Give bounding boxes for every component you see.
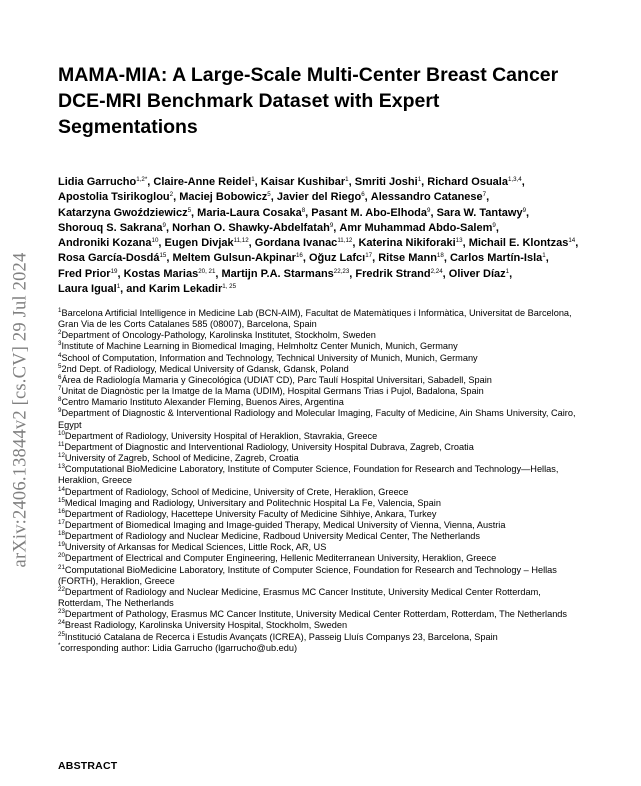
author: Katarzyna Gwoździewicz$^5$, [58, 206, 198, 219]
author-name: Claire-Anne Reidel [153, 176, 252, 188]
affiliation-number: 19 [58, 541, 65, 549]
author-affiliation-mark: 15 [159, 252, 167, 260]
author: Fred Prior$^{19}$, [58, 267, 124, 280]
affiliation [58, 442, 588, 453]
affiliation-list [58, 308, 588, 654]
author-name: Eugen Divjak [164, 237, 234, 250]
affiliation [58, 375, 588, 386]
affiliation-number: 7 [58, 385, 62, 393]
affiliation-text: Barcelona Artificial Intelligence in Medicine Lab (BCN-AIM), Facultat de Matemàtiques i Informàtica, Universitat de Barcelona, Gran Via de les Corts Catalanes 585 (08007), Barcelona, Spain [58, 308, 572, 330]
affiliation-number: 9 [58, 407, 62, 415]
author-affiliation-mark: 2 [169, 191, 174, 199]
author-affiliation-mark: 14 [568, 237, 576, 245]
author-name: Carlos Martín-Isla [449, 252, 543, 265]
author-affiliation-mark: 1,2* [136, 176, 148, 183]
author-affiliation-mark: 1,3,4 [507, 176, 522, 183]
affiliation-number: 17 [58, 518, 65, 526]
affiliation-text: Institute of Machine Learning in Biomedical Imaging, Helmholtz Center Munich, Munich, Germany [61, 341, 458, 352]
author-name: Ritse Mann [378, 252, 437, 265]
author-affiliation-mark: 1 [345, 176, 349, 183]
author: Oğuz Lafcı$^{17}$, [308, 252, 379, 265]
affiliation-text: Institució Catalana de Recerca i Estudis Avançats (ICREA), Passeig Lluís Companys 23, Barcelona, Spain [64, 631, 498, 642]
author-affiliation-mark: 18 [436, 252, 444, 260]
affiliation-text: Department of Diagnostic & Interventional Radiology and Molecular Imaging, Faculty of Medicine, Ain Shams University, Cairo, Egypt [58, 408, 576, 430]
affiliation-number: 25 [58, 630, 65, 638]
affiliation-number: 8 [58, 396, 62, 404]
author: Amr Muhammad Abdo-Salem$^9$, [339, 221, 499, 234]
affiliation-text: School of Computation, Information and Technology, Technical University of Munich, Munich, Germany [61, 352, 478, 363]
affiliation-number: 2 [58, 329, 62, 337]
author-name: Amr Muhammad Abdo-Salem [339, 221, 493, 234]
author-name: Richard Osuala [427, 176, 508, 188]
author: Katerina Nikiforaki$^{13}$, [358, 237, 469, 250]
author-affiliation-mark: 1 [116, 283, 121, 291]
author-affiliation-mark: 9 [329, 221, 334, 229]
author: Rosa García-Dosdá$^{15}$, [58, 252, 173, 265]
author: Maria-Laura Cosaka$^8$, [197, 206, 312, 219]
author-affiliation-mark: 20, 21 [198, 267, 216, 275]
author-affiliation-mark: 19 [110, 267, 118, 275]
affiliation [58, 453, 588, 464]
author: Apostolia Tsirikoglou$^2$, [58, 191, 180, 204]
author-name: Oğuz Lafcı [308, 252, 366, 265]
author: Maciej Bobowicz$^5$, [179, 191, 277, 204]
author-affiliation-mark: 1 [417, 176, 422, 183]
author: Kostas Marias$^{20, 21}$, [123, 267, 222, 280]
author: Lidia Garrucho$^{1,2*}$, [58, 176, 154, 188]
author-name: Katerina Nikiforaki [358, 237, 456, 250]
affiliation [58, 587, 588, 609]
author: Fredrik Strand$^{2,24}$, [355, 267, 449, 280]
affiliation-text: Department of Radiology, Hacettepe University Faculty of Medicine Sihhiye, Ankara, Turkey [64, 508, 437, 519]
author-name: Pasant M. Abo-Elhoda [311, 206, 428, 219]
author-affiliation-mark: 5 [267, 191, 271, 199]
author-affiliation-mark: 9 [492, 221, 496, 229]
author-affiliation-mark: 9 [162, 221, 166, 229]
affiliation-number: 18 [58, 530, 65, 538]
author-affiliation-mark: 9 [522, 206, 527, 214]
corresponding-mark: * [58, 641, 61, 649]
author-name: Meltem Gulsun-Akpinar [172, 252, 296, 265]
author-name: Fred Prior [58, 267, 111, 280]
author-name: Shorouq S. Sakrana [58, 221, 163, 234]
affiliation-number: 20 [58, 552, 65, 560]
author: Androniki Kozana$^{10}$, [58, 237, 165, 250]
author-affiliation-mark: 10 [151, 237, 159, 245]
abstract-heading: ABSTRACT [58, 760, 118, 772]
author-affiliation-mark: 8 [301, 206, 306, 214]
affiliation [58, 330, 588, 341]
author-affiliation-mark: 1 [251, 176, 255, 183]
author-affiliation-mark: 1, 25 [222, 283, 237, 291]
affiliation [58, 386, 588, 397]
author-affiliation-mark: 22,23 [333, 267, 350, 275]
author-name: Kostas Marias [123, 267, 199, 280]
author-affiliation-mark: 11,12 [337, 237, 353, 245]
affiliation-text: Department of Oncology-Pathology, Karolinska Institutet, Stockholm, Sweden [61, 330, 376, 341]
author: Kaisar Kushibar$^1$, [260, 176, 355, 188]
affiliation [58, 620, 588, 631]
author: Shorouq S. Sakrana$^9$, [58, 221, 173, 234]
author: Javier del Riego$^6$, [276, 191, 371, 204]
author: Meltem Gulsun-Akpinar$^{16}$, [172, 252, 309, 265]
author-name: Kaisar Kushibar [260, 176, 346, 188]
affiliation [58, 542, 588, 553]
author-affiliation-mark: 7 [482, 191, 487, 199]
affiliation-number: 16 [58, 507, 65, 515]
affiliation-text: Department of Radiology and Nuclear Medicine, Radboud University Medical Center, The Netherlands [64, 531, 480, 542]
affiliation-text: Computational BioMedicine Laboratory, Institute of Computer Science, Foundation for Research and Technology – Hellas (FORTH), Heraklion, Greece [58, 564, 557, 586]
author-name: Apostolia Tsirikoglou [58, 191, 170, 204]
affiliation [58, 408, 588, 430]
author-name: Oliver Díaz [448, 267, 506, 280]
affiliation-text: Department of Biomedical Imaging and Image-guided Therapy, Medical University of Vienna, Vienna, Austria [64, 519, 506, 530]
affiliation-number: 1 [58, 307, 62, 314]
affiliation-text: 2nd Dept. of Radiology, Medical University of Gdansk, Gdansk, Poland [61, 363, 349, 374]
author-name: Smriti Joshi [354, 176, 418, 188]
affiliation-text: Medical Imaging and Radiology, Universitary and Politechnic Hospital La Fe, Valencia, Spain [64, 497, 441, 508]
affiliation [58, 353, 588, 364]
author-affiliation-mark: 2,24 [430, 267, 443, 275]
affiliation-number: 3 [58, 340, 62, 348]
author: Smriti Joshi$^1$, [354, 176, 428, 188]
affiliation-text: Computational BioMedicine Laboratory, Institute of Computer Science, Foundation for Research and Technology—Hellas, Heraklion, Greece [58, 464, 559, 486]
author: Claire-Anne Reidel$^1$, [153, 176, 261, 188]
affiliation [58, 531, 588, 542]
affiliation-number: 13 [58, 463, 65, 471]
affiliation-text: University of Arkansas for Medical Sciences, Little Rock, AR, US [64, 542, 327, 553]
affiliation-number: 5 [58, 362, 62, 370]
author-name: Norhan O. Shawky-Abdelfatah [172, 221, 330, 234]
author-name: Gordana Ivanac [254, 237, 338, 250]
affiliation-number: 24 [58, 619, 65, 627]
author-name: Rosa García-Dosdá [58, 252, 160, 265]
author-name: Alessandro Catanese [370, 191, 483, 204]
author-affiliation-mark: 13 [455, 237, 463, 245]
affiliation-text: Department of Pathology, Erasmus MC Cancer Institute, University Medical Center Rotterdam, Rotterdam, The Netherlands [64, 609, 568, 620]
author: Richard Osuala$^{1,3,4}$, [427, 176, 525, 188]
affiliation-number: 12 [58, 452, 65, 460]
author-list [58, 175, 586, 297]
affiliation-text: Unitat de Diagnòstic per la Imatge de la Mama (UDIM), Hospital Germans Trias i Pujol, Badalona, Spain [61, 386, 484, 397]
author-affiliation-mark: 5 [187, 206, 192, 214]
affiliation [58, 632, 588, 643]
author-affiliation-mark: 1 [505, 267, 510, 275]
corresponding-author [58, 643, 588, 654]
author-name: Martijn P.A. Starmans [221, 267, 334, 280]
affiliation-number: 14 [58, 485, 65, 493]
author-name: Fredrik Strand [355, 267, 431, 280]
author-affiliation-mark: 1 [542, 252, 546, 260]
affiliation [58, 553, 588, 564]
author: Martijn P.A. Starmans$^{22,23}$, [221, 267, 356, 280]
author: Gordana Ivanac$^{11,12}$, [254, 237, 359, 250]
affiliation-number: 22 [58, 585, 65, 593]
author-name: Maciej Bobowicz [179, 191, 268, 204]
affiliation-text: Breast Radiology, Karolinska University Hospital, Stockholm, Sweden [64, 620, 348, 631]
author: Laura Igual$^1$, and [58, 283, 149, 296]
arxiv-stamp [10, 228, 32, 592]
corresponding-author-text: corresponding author: Lidia Garrucho (lgarrucho@ub.edu) [60, 642, 298, 653]
affiliation [58, 487, 588, 498]
affiliation-number: 15 [58, 496, 65, 504]
author-name: Laura Igual [58, 283, 117, 296]
affiliation-number: 11 [58, 440, 65, 448]
affiliation-number: 6 [58, 373, 62, 381]
affiliation-text: Department of Radiology, University Hospital of Heraklion, Stavrakia, Greece [64, 430, 378, 441]
affiliation [58, 431, 588, 442]
author: Sara W. Tantawy$^9$, [436, 206, 530, 219]
author-name: Karim Lekadir [148, 283, 223, 296]
arxiv-stamp-text: arXiv:2406.13844v2 [cs.CV] 29 Jul 2024 [10, 252, 31, 568]
affiliation [58, 341, 588, 352]
affiliation [58, 520, 588, 531]
affiliation [58, 609, 588, 620]
author: Alessandro Catanese$^7$, [370, 191, 490, 204]
author-affiliation-mark: 17 [365, 252, 373, 260]
author [149, 283, 236, 295]
author-name: Maria-Laura Cosaka [197, 206, 302, 219]
affiliation [58, 464, 588, 486]
author-name: Javier del Riego [276, 191, 362, 204]
affiliation-text: Department of Radiology, School of Medicine, University of Crete, Heraklion, Greece [64, 486, 409, 497]
affiliation [58, 308, 588, 330]
author-affiliation-mark: 16 [295, 252, 303, 260]
affiliation-text: Área de Radiología Mamaria y Ginecológica (UDIAT CD), Parc Taulí Hospital Universitari, Sabadell, Spain [61, 374, 492, 385]
affiliation-text: Department of Diagnostic and Interventional Radiology, University Hospital Dubrava, Zagreb, Croatia [64, 441, 474, 452]
author-affiliation-mark: 9 [427, 206, 431, 214]
author: Michail E. Klontzas$^{14}$, [468, 237, 579, 250]
author: Ritse Mann$^{18}$, [378, 252, 450, 265]
affiliation [58, 498, 588, 509]
author: Carlos Martín-Isla$^1$, [449, 252, 549, 265]
author: Oliver Díaz$^1$, [448, 267, 513, 280]
author-name: Sara W. Tantawy [436, 206, 523, 219]
affiliation-text: Centro Mamario Instituto Alexander Fleming, Buenos Aires, Argentina [61, 397, 344, 408]
affiliation [58, 397, 588, 408]
author-affiliation-mark: 11,12 [233, 237, 249, 245]
paper-title: MAMA-MIA: A Large-Scale Multi-Center Breast Cancer DCE-MRI Benchmark Dataset with Expert Segmentations [58, 64, 559, 138]
affiliation-number: 10 [58, 429, 65, 437]
author-name: Michail E. Klontzas [468, 237, 569, 250]
affiliation-number: 21 [58, 563, 65, 571]
author-name: Androniki Kozana [58, 237, 152, 250]
author-name: Lidia Garrucho [58, 176, 137, 188]
affiliation-number: 4 [58, 351, 62, 359]
author-affiliation-mark: 6 [361, 191, 365, 199]
author: Eugen Divjak$^{11,12}$, [164, 237, 255, 250]
affiliation-text: Department of Electrical and Computer Engineering, Hellenic Mediterranean University, Heraklion, Greece [64, 553, 497, 564]
affiliation-number: 23 [58, 608, 65, 616]
affiliation-text: University of Zagreb, School of Medicine, Zagreb, Croatia [64, 453, 299, 464]
author: Norhan O. Shawky-Abdelfatah$^9$, [172, 221, 340, 234]
affiliation [58, 565, 588, 587]
author-name: Katarzyna Gwoździewicz [58, 206, 188, 219]
author: Pasant M. Abo-Elhoda$^9$, [311, 206, 437, 219]
affiliation [58, 509, 588, 520]
affiliation [58, 364, 588, 375]
affiliation-text: Department of Radiology and Nuclear Medicine, Erasmus MC Cancer Institute, University Medical Center Rotterdam, Rotterdam, The Netherlands [58, 586, 541, 609]
